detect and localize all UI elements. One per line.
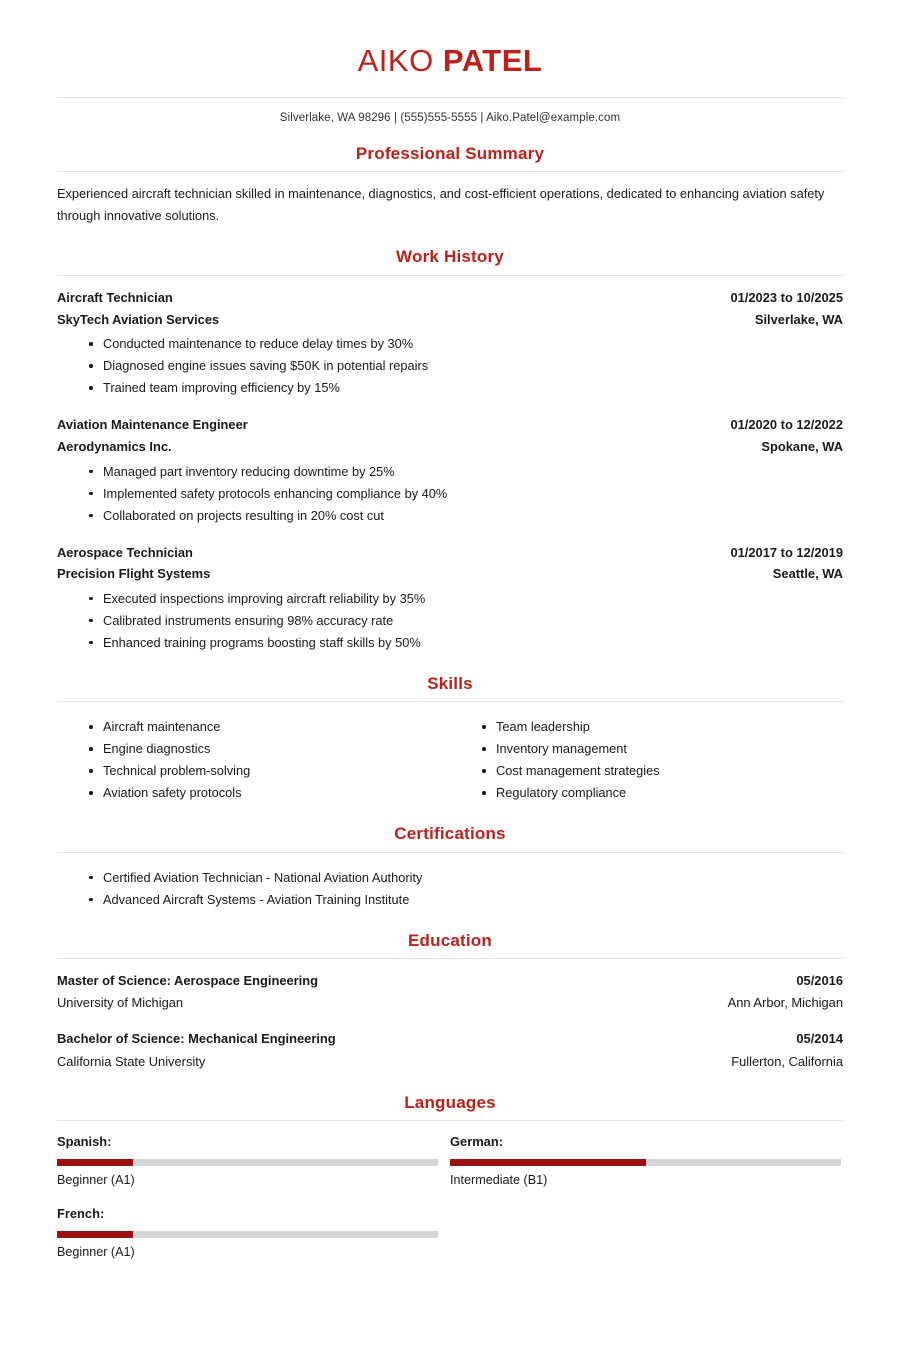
language-name: German: (450, 1134, 504, 1150)
job-title: Aircraft Technician (57, 289, 173, 305)
language-proficiency-fill (450, 1159, 646, 1166)
job-entry (57, 414, 843, 526)
job-bullet-list (57, 461, 843, 527)
certification-item: Advanced Aircraft Systems - Aviation Training Institute (57, 889, 843, 911)
job-company-row (57, 563, 843, 585)
job-location: Spokane, WA (761, 438, 843, 454)
language-level: Intermediate (B1) (450, 1172, 548, 1187)
education-school: University of Michigan (57, 995, 184, 1011)
skills-column-left (57, 713, 450, 804)
section-certifications (57, 824, 843, 910)
job-entry (57, 542, 843, 654)
education-entry (57, 1028, 843, 1072)
education-school-row (57, 992, 843, 1014)
job-bullet: Implemented safety protocols enhancing compliance by 40% (57, 483, 843, 505)
language-proficiency-fill (57, 1231, 133, 1238)
education-location: Fullerton, California (731, 1053, 843, 1069)
education-degree-row (57, 970, 843, 992)
job-bullet: Executed inspections improving aircraft reliability by 35% (57, 588, 843, 610)
section-education (57, 931, 843, 1073)
job-company-row (57, 436, 843, 458)
contact-line: Silverlake, WA 98296 | (555)555-5555 | Aiko.Patel@example.com (279, 112, 621, 125)
section-title-work-history: Work History (396, 247, 504, 267)
resume-header (57, 0, 843, 124)
job-title-row (57, 287, 843, 309)
job-title: Aerospace Technician (57, 544, 193, 560)
language-proficiency-fill (57, 1159, 133, 1166)
job-dates: 01/2020 to 12/2022 (730, 417, 843, 433)
languages-grid (57, 1132, 843, 1276)
section-skills (57, 674, 843, 804)
education-school: California State University (57, 1053, 206, 1069)
job-company: Precision Flight Systems (57, 566, 211, 582)
section-title-education: Education (408, 930, 492, 950)
skill-item: Aircraft maintenance (57, 716, 450, 738)
education-degree: Bachelor of Science: Mechanical Engineering (57, 1031, 336, 1047)
language-proficiency-bar (450, 1159, 841, 1166)
skills-list-right (450, 716, 843, 804)
education-location: Ann Arbor, Michigan (727, 995, 843, 1011)
language-level: Beginner (A1) (57, 1172, 135, 1187)
job-dates: 01/2023 to 10/2025 (730, 289, 843, 305)
language-level: Beginner (A1) (57, 1244, 135, 1259)
job-company: Aerodynamics Inc. (57, 438, 172, 454)
section-work-history (57, 247, 843, 653)
job-location: Seattle, WA (772, 566, 843, 582)
summary-body (57, 172, 843, 227)
skills-column-right (450, 713, 843, 804)
languages-body (57, 1121, 843, 1276)
language-proficiency-bar (57, 1231, 438, 1238)
language-item (57, 1204, 450, 1262)
last-name: PATEL (442, 43, 543, 78)
skills-list-left (57, 716, 450, 804)
section-professional-summary (57, 144, 843, 227)
section-title-certifications: Certifications (394, 824, 506, 844)
job-title: Aviation Maintenance Engineer (57, 417, 248, 433)
skill-item: Aviation safety protocols (57, 782, 450, 804)
education-degree-row (57, 1028, 843, 1050)
job-bullet: Calibrated instruments ensuring 98% accuracy rate (57, 610, 843, 632)
skill-item: Engine diagnostics (57, 738, 450, 760)
skill-item: Technical problem-solving (57, 760, 450, 782)
education-school-row (57, 1051, 843, 1073)
certification-item: Certified Aviation Technician - National Aviation Authority (57, 867, 843, 889)
certifications-list (57, 867, 843, 911)
language-item (57, 1132, 450, 1190)
job-entry (57, 287, 843, 399)
job-bullet: Diagnosed engine issues saving $50K in potential repairs (57, 355, 843, 377)
job-bullet: Collaborated on projects resulting in 20% cost cut (57, 505, 843, 527)
job-dates: 01/2017 to 12/2019 (730, 544, 843, 560)
candidate-name (57, 44, 843, 78)
education-entry (57, 970, 843, 1014)
language-name: French: (57, 1206, 105, 1221)
skill-item: Inventory management (450, 738, 843, 760)
section-languages (57, 1093, 843, 1276)
certifications-body (57, 853, 843, 911)
skill-item: Team leadership (450, 716, 843, 738)
job-bullet: Enhanced training programs boosting staff skills by 50% (57, 632, 843, 654)
skill-item: Regulatory compliance (450, 782, 843, 804)
summary-text: Experienced aircraft technician skilled in maintenance, diagnostics, and cost-efficient operations, dedicated to enhancing aviation safety through innovative solutions. (57, 186, 825, 224)
skill-item: Cost management strategies (450, 760, 843, 782)
skills-columns (57, 713, 843, 804)
work-history-body (57, 276, 843, 654)
job-bullet-list (57, 333, 843, 399)
education-date: 05/2014 (796, 1031, 843, 1047)
language-name: Spanish: (57, 1134, 112, 1150)
education-date: 05/2016 (796, 973, 843, 989)
language-item (450, 1132, 843, 1190)
section-title-languages: Languages (404, 1092, 496, 1112)
job-bullet: Trained team improving efficiency by 15% (57, 377, 843, 399)
section-title-skills: Skills (427, 673, 473, 693)
job-title-row (57, 414, 843, 436)
job-bullet-list (57, 588, 843, 654)
education-body (57, 959, 843, 1073)
job-company-row (57, 309, 843, 331)
job-bullet: Conducted maintenance to reduce delay times by 30% (57, 333, 843, 355)
skills-body (57, 702, 843, 804)
section-title-summary: Professional Summary (355, 144, 545, 164)
job-bullet: Managed part inventory reducing downtime by 25% (57, 461, 843, 483)
job-location: Silverlake, WA (754, 311, 843, 327)
first-name: AIKO (357, 43, 434, 78)
language-proficiency-bar (57, 1159, 438, 1166)
education-degree: Master of Science: Aerospace Engineering (57, 973, 318, 989)
job-title-row (57, 542, 843, 564)
job-company: SkyTech Aviation Services (57, 311, 220, 327)
